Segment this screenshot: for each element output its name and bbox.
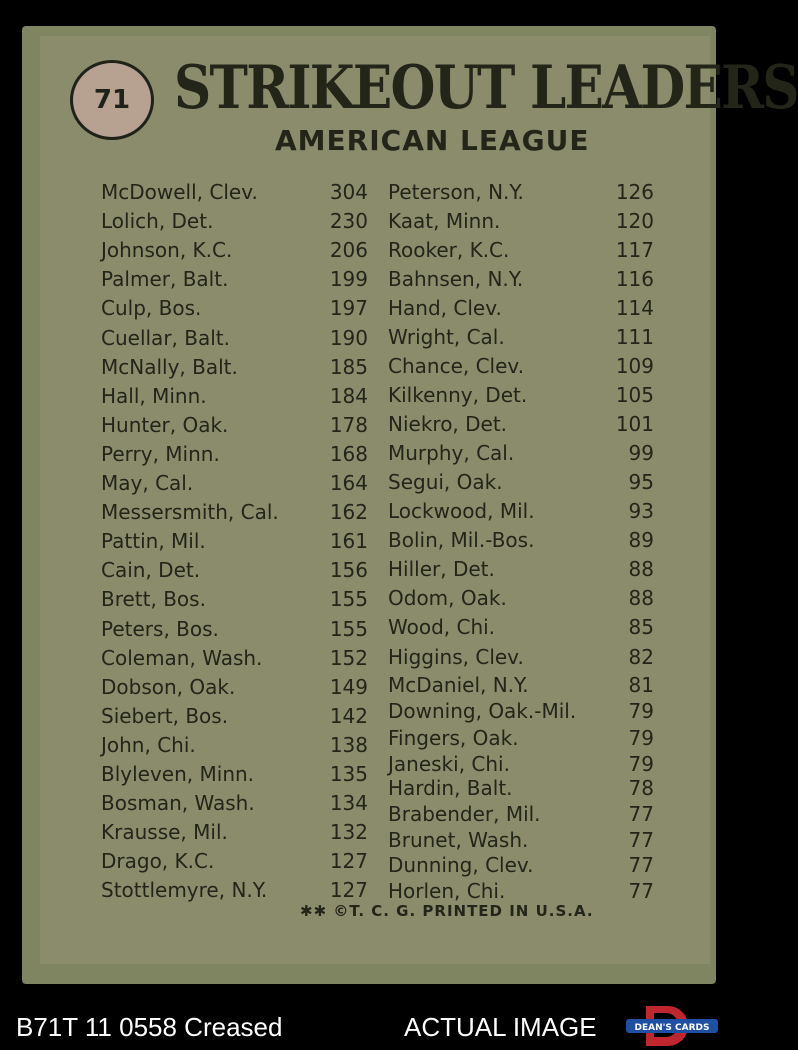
- printed-in-usa: ✱✱ ©T. C. G. PRINTED IN U.S.A.: [300, 902, 594, 920]
- left-player-name: Messersmith, Cal.: [101, 500, 279, 525]
- left-strikeout-count: 230: [329, 209, 368, 234]
- card-number: 71: [93, 85, 131, 115]
- left-player-name: Palmer, Balt.: [101, 267, 229, 292]
- left-strikeout-count: 161: [329, 529, 368, 554]
- right-strikeout-count: 99: [628, 441, 654, 465]
- left-strikeout-count: 127: [329, 849, 368, 874]
- right-strikeout-count: 95: [628, 470, 654, 494]
- left-strikeout-count: 197: [329, 296, 368, 321]
- left-player-name: Hall, Minn.: [101, 383, 207, 408]
- left-strikeout-count: 142: [329, 703, 368, 728]
- right-strikeout-count: 88: [628, 557, 654, 581]
- right-strikeout-count: 105: [615, 383, 654, 407]
- right-player-name: Segui, Oak.: [388, 470, 503, 494]
- left-player-name: Pattin, Mil.: [101, 529, 206, 554]
- left-strikeout-count: 168: [329, 441, 368, 466]
- left-player-name: Blyleven, Minn.: [101, 762, 255, 786]
- right-player-name: Peterson, N.Y.: [388, 180, 524, 204]
- right-strikeout-count: 77: [628, 802, 654, 826]
- left-player-name: McNally, Balt.: [101, 354, 238, 379]
- right-strikeout-count: 117: [615, 238, 654, 262]
- right-strikeout-count: 89: [628, 528, 654, 552]
- right-player-name: Wright, Cal.: [388, 325, 505, 349]
- left-player-name: Bosman, Wash.: [101, 791, 255, 816]
- left-player-name: Hunter, Oak.: [101, 412, 229, 437]
- right-player-name: Hardin, Balt.: [388, 776, 513, 800]
- left-player-name: Krausse, Mil.: [101, 820, 228, 845]
- left-strikeout-count: 155: [329, 587, 368, 612]
- right-strikeout-count: 85: [628, 615, 654, 639]
- right-player-name: Horlen, Chi.: [388, 879, 506, 903]
- left-player-name: Perry, Minn.: [101, 441, 220, 466]
- left-strikeout-count: 135: [329, 762, 368, 786]
- right-player-name: McDaniel, N.Y.: [388, 673, 529, 697]
- left-player-name: Culp, Bos.: [101, 296, 202, 321]
- left-strikeout-count: 164: [329, 471, 368, 495]
- left-player-name: John, Chi.: [101, 732, 196, 757]
- right-strikeout-count: 79: [628, 752, 654, 776]
- right-player-name: Downing, Oak.-Mil.: [388, 699, 577, 723]
- right-strikeout-count: 77: [628, 853, 654, 877]
- left-player-name: Stottlemyre, N.Y.: [101, 878, 268, 903]
- deans-cards-logo: [626, 1004, 718, 1046]
- league-subtitle: AMERICAN LEAGUE: [275, 124, 590, 157]
- logo-text: DEAN'S CARDS: [634, 1023, 710, 1033]
- left-player-name: May, Cal.: [101, 471, 194, 495]
- right-strikeout-count: 79: [628, 726, 654, 750]
- left-strikeout-count: 178: [329, 412, 368, 437]
- right-strikeout-count: 120: [615, 209, 654, 233]
- right-player-name: Murphy, Cal.: [388, 441, 515, 465]
- right-strikeout-count: 101: [615, 412, 654, 436]
- right-player-name: Lockwood, Mil.: [388, 499, 535, 523]
- left-player-name: Cuellar, Balt.: [101, 325, 230, 350]
- right-player-name: Fingers, Oak.: [388, 726, 519, 750]
- left-strikeout-count: 199: [329, 267, 368, 292]
- card-title: STRIKEOUT LEADERS: [174, 53, 798, 123]
- left-strikeout-count: 185: [329, 354, 368, 379]
- left-player-name: Dobson, Oak.: [101, 674, 236, 699]
- right-player-name: Odom, Oak.: [388, 586, 507, 610]
- left-strikeout-count: 134: [329, 791, 368, 816]
- left-strikeout-count: 304: [329, 180, 368, 204]
- right-player-name: Bahnsen, N.Y.: [388, 267, 524, 291]
- left-strikeout-count: 132: [329, 820, 368, 845]
- right-strikeout-count: 79: [628, 699, 654, 723]
- right-player-name: Dunning, Clev.: [388, 853, 534, 877]
- right-player-name: Bolin, Mil.-Bos.: [388, 528, 535, 552]
- right-strikeout-count: 81: [628, 673, 654, 697]
- left-strikeout-count: 127: [329, 878, 368, 903]
- right-player-name: Wood, Chi.: [388, 615, 496, 639]
- right-player-name: Niekro, Det.: [388, 412, 508, 436]
- right-strikeout-count: 93: [628, 499, 654, 523]
- left-player-name: Cain, Det.: [101, 558, 201, 583]
- left-player-name: Siebert, Bos.: [101, 703, 229, 728]
- right-player-name: Rooker, K.C.: [388, 238, 510, 262]
- right-player-name: Janeski, Chi.: [388, 752, 510, 776]
- left-strikeout-count: 206: [329, 238, 368, 263]
- left-strikeout-count: 184: [329, 383, 368, 408]
- right-player-name: Kilkenny, Det.: [388, 383, 528, 407]
- left-strikeout-count: 190: [329, 325, 368, 350]
- right-player-name: Hand, Clev.: [388, 296, 502, 320]
- right-strikeout-count: 82: [628, 645, 654, 669]
- right-player-name: Brabender, Mil.: [388, 802, 541, 826]
- left-strikeout-count: 138: [329, 732, 368, 757]
- right-strikeout-count: 116: [615, 267, 654, 291]
- item-code-caption: B71T 11 0558 Creased: [16, 1012, 283, 1042]
- right-player-name: Kaat, Minn.: [388, 209, 501, 233]
- right-strikeout-count: 126: [615, 180, 654, 204]
- left-player-name: McDowell, Clev.: [101, 180, 258, 204]
- left-player-name: Johnson, K.C.: [101, 238, 233, 263]
- left-player-name: Drago, K.C.: [101, 849, 215, 874]
- left-player-name: Peters, Bos.: [101, 616, 219, 641]
- left-strikeout-count: 162: [329, 500, 368, 525]
- right-strikeout-count: 77: [628, 879, 654, 903]
- right-strikeout-count: 77: [628, 828, 654, 852]
- left-strikeout-count: 156: [329, 558, 368, 583]
- left-strikeout-count: 149: [329, 674, 368, 699]
- right-strikeout-count: 109: [615, 354, 654, 378]
- right-strikeout-count: 88: [628, 586, 654, 610]
- right-strikeout-count: 111: [615, 325, 654, 349]
- right-player-name: Chance, Clev.: [388, 354, 525, 378]
- actual-image-caption: ACTUAL IMAGE: [404, 1012, 597, 1042]
- card-number-badge: [70, 60, 154, 140]
- right-strikeout-count: 114: [615, 296, 654, 320]
- left-player-name: Coleman, Wash.: [101, 645, 263, 670]
- left-player-name: Lolich, Det.: [101, 209, 214, 234]
- right-player-name: Brunet, Wash.: [388, 828, 529, 852]
- left-strikeout-count: 155: [329, 616, 368, 641]
- left-player-name: Brett, Bos.: [101, 587, 206, 612]
- right-player-name: Higgins, Clev.: [388, 645, 524, 669]
- right-player-name: Hiller, Det.: [388, 557, 495, 581]
- left-strikeout-count: 152: [329, 645, 368, 670]
- right-strikeout-count: 78: [628, 776, 654, 800]
